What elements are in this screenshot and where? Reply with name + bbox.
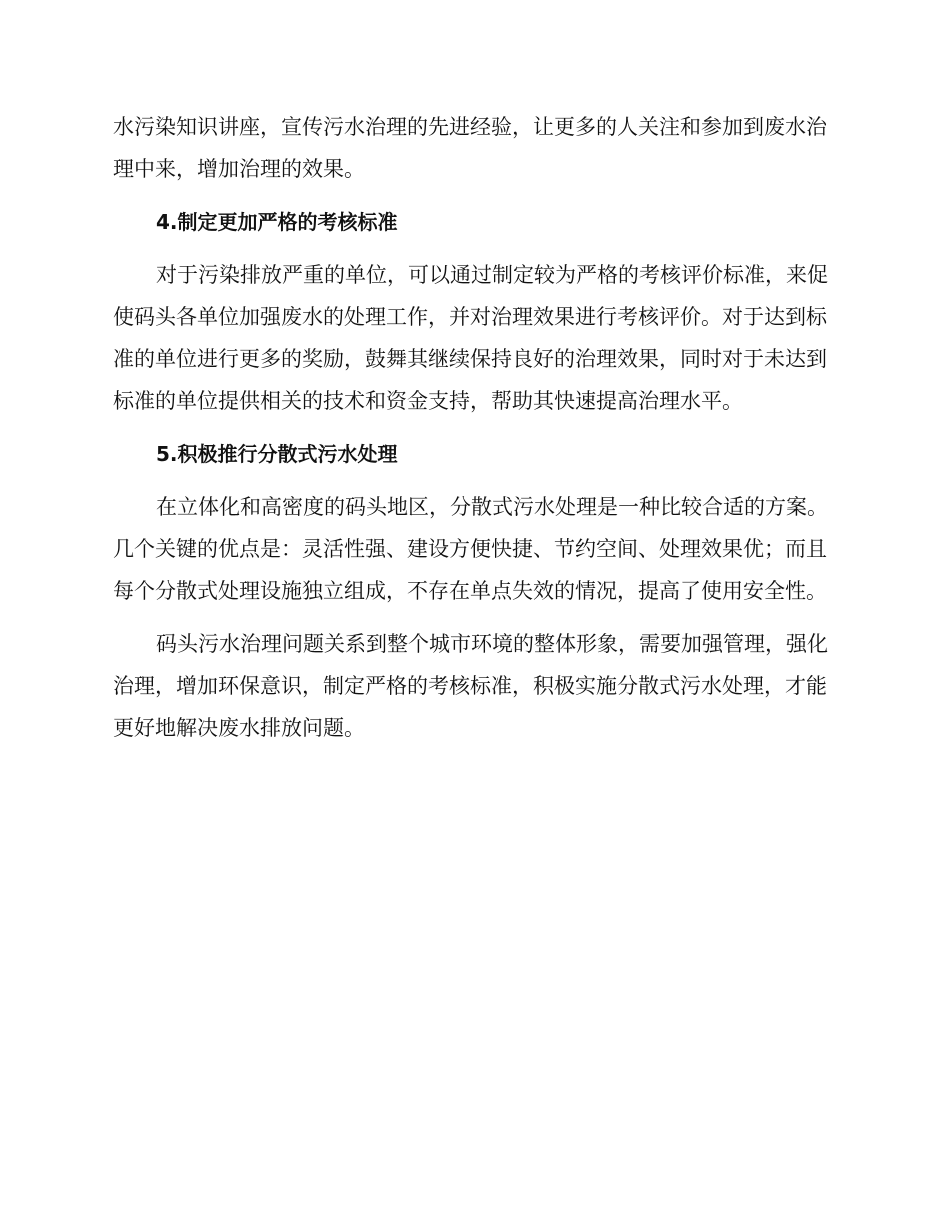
paragraph-assessment-standards: 对于污染排放严重的单位，可以通过制定较为严格的考核评价标准，来促使码头各单位加强废水的处理工作，并对治理效果进行考核评价。对于达到标准的单位进行更多的奖励，鼓舞其继续保持良好的治理效果，同时对于未达到标准的单位提供相关的技术和资金支持，帮助其快速提高治理水平。 xyxy=(113,263,828,413)
paragraph-decentralized-treatment: 在立体化和高密度的码头地区，分散式污水处理是一种比较合适的方案。几个关键的优点是：灵活性强、建设方便快捷、节约空间、处理效果优；而且每个分散式处理设施独立组成，不存在单点失效的情况，提高了使用安全性。 xyxy=(113,495,828,603)
section-heading-5: 5.积极推行分散式污水处理 xyxy=(156,442,398,466)
document-body xyxy=(113,106,829,760)
paragraph-conclusion: 码头污水治理问题关系到整个城市环境的整体形象，需要加强管理，强化治理，增加环保意识，制定严格的考核标准，积极实施分散式污水处理，才能更好地解决废水排放问题。 xyxy=(113,632,828,740)
paragraph-continuation: 水污染知识讲座，宣传污水治理的先进经验，让更多的人关注和参加到废水治理中来，增加治理的效果。 xyxy=(113,115,827,181)
section-heading-4: 4.制定更加严格的考核标准 xyxy=(156,210,398,234)
